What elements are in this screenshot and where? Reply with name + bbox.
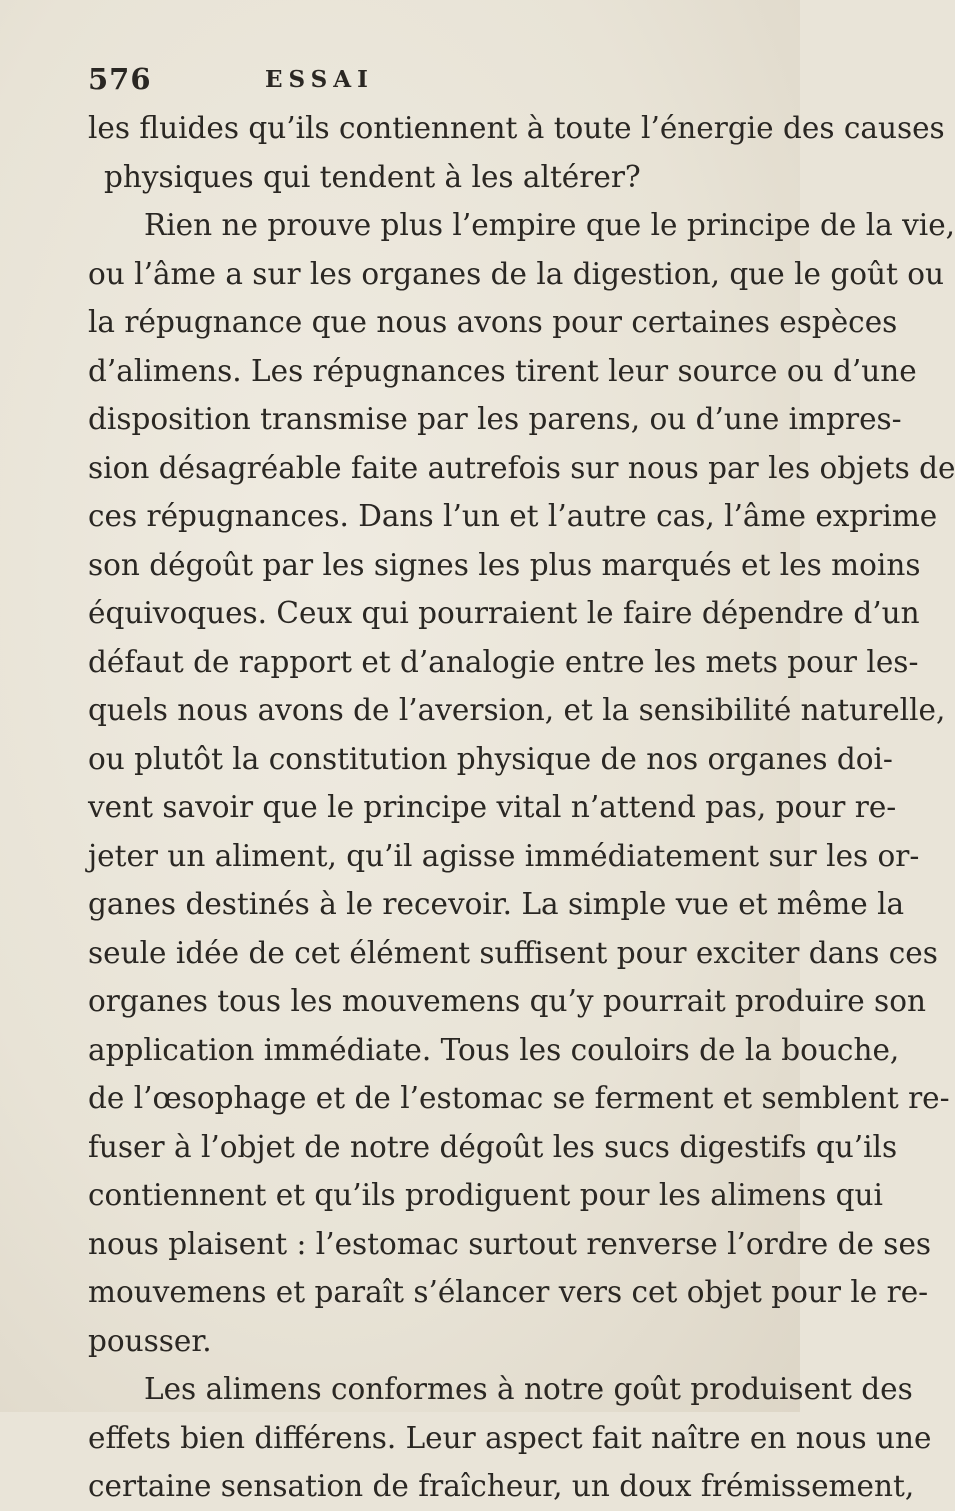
text-line: son dégoût par les signes les plus marqués et les moins	[88, 547, 921, 582]
text-line: vent savoir que le principe vital n’attend pas, pour re-	[88, 790, 897, 824]
text-line: Rien ne prouve plus l’empire que le principe de la vie,	[144, 208, 955, 242]
text-line: Les alimens conformes à notre goût produisent des	[144, 1372, 913, 1406]
text-line: ganes destinés à le recevoir. La simple vue et même la	[88, 887, 905, 921]
body-text	[88, 104, 955, 1511]
text-line: effets bien différens. Leur aspect fait naître en nous une	[88, 1420, 932, 1455]
text-line: organes tous les mouvemens qu’y pourrait produire son	[88, 984, 926, 1018]
text-line: les fluides qu’ils contiennent à toute l’énergie des causes	[88, 111, 945, 145]
text-line: d’alimens. Les répugnances tirent leur source ou d’une	[88, 353, 917, 388]
text-line: contiennent et qu’ils prodiguent pour les alimens qui	[88, 1178, 883, 1212]
text-line: ces répugnances. Dans l’un et l’autre cas, l’âme exprime	[88, 499, 938, 533]
page-header	[88, 62, 670, 98]
text-line: application immédiate. Tous les couloirs de la bouche,	[88, 1032, 900, 1067]
running-title: ESSAI	[265, 66, 374, 93]
text-line: fuser à l’objet de notre dégoût les sucs digestifs qu’ils	[88, 1129, 898, 1164]
text-line: pousser.	[88, 1323, 212, 1358]
text-line: de l’œsophage et de l’estomac se ferment et semblent re-	[88, 1081, 950, 1115]
page-number: 576	[88, 62, 152, 96]
text-line: défaut de rapport et d’analogie entre les mets pour les-	[88, 644, 919, 679]
text-line: nous plaisent : l’estomac surtout renverse l’ordre de ses	[88, 1226, 932, 1261]
text-line: jeter un aliment, qu’il agisse immédiatement sur les or-	[88, 838, 920, 873]
text-line: sion désagréable faite autrefois sur nous par les objets de	[88, 450, 955, 485]
text-line: disposition transmise par les parens, ou d’une impres-	[88, 402, 902, 436]
text-line: quels nous avons de l’aversion, et la sensibilité naturelle,	[88, 693, 946, 727]
text-line: mouvemens et paraît s’élancer vers cet objet pour le re-	[88, 1275, 929, 1309]
text-line: ou plutôt la constitution physique de nos organes doi-	[88, 741, 893, 776]
text-line: la répugnance que nous avons pour certaines espèces	[88, 305, 898, 339]
text-line: ou l’âme a sur les organes de la digestion, que le goût ou	[88, 256, 944, 291]
text-line: physiques qui tendent à les altérer?	[104, 159, 641, 194]
text-line: seule idée de cet élément suffisent pour exciter dans ces	[88, 935, 938, 970]
text-line: certaine sensation de fraîcheur, un doux frémissement,	[88, 1469, 915, 1503]
text-line: équivoques. Ceux qui pourraient le faire dépendre d’un	[88, 596, 920, 630]
